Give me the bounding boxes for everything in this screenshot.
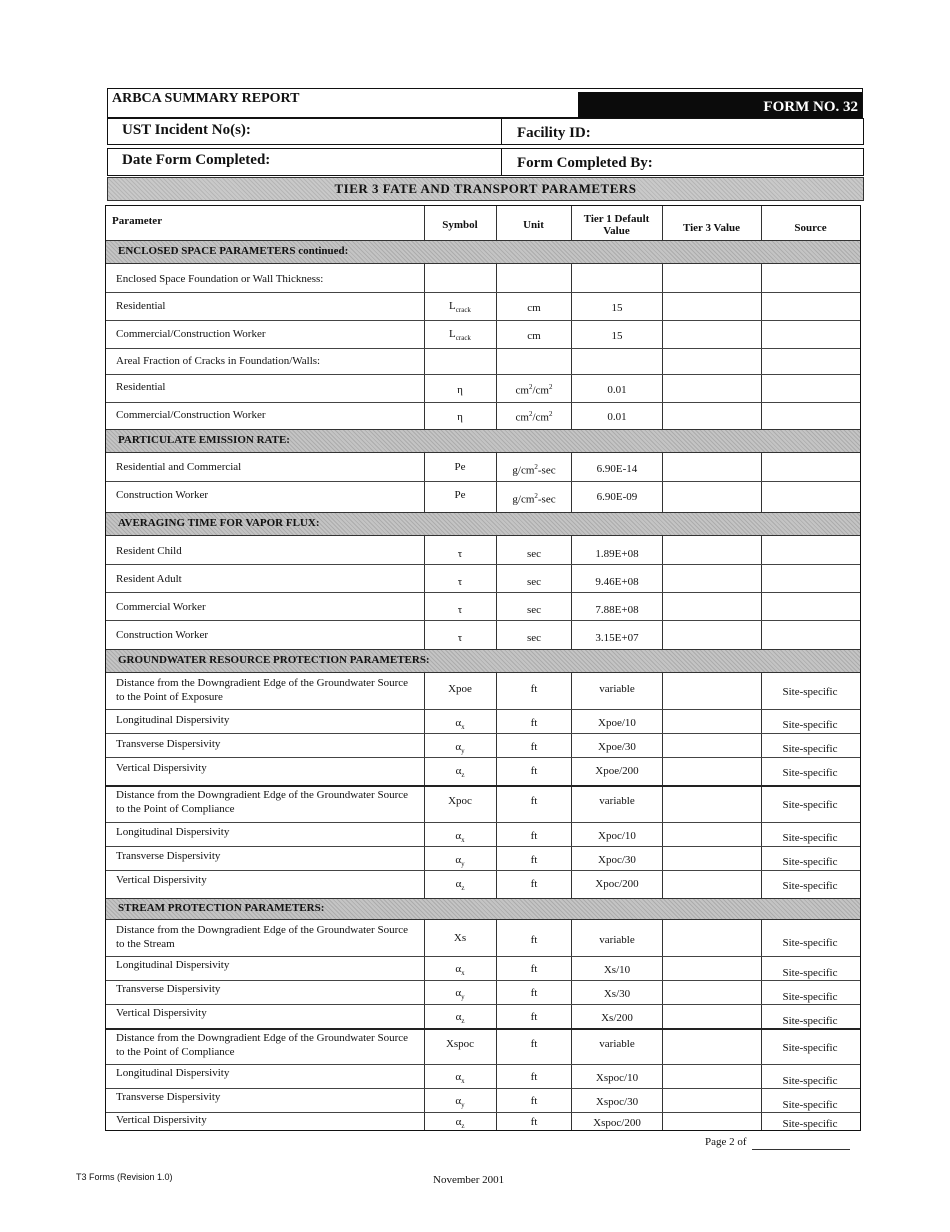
default-value-cell: variable: [599, 934, 635, 946]
table-row: [106, 786, 860, 822]
default-value-cell: 1.89E+08: [595, 548, 639, 560]
table-row: [106, 920, 860, 956]
default-value-cell: 9.46E+08: [595, 576, 639, 588]
table-row: [106, 564, 860, 592]
source-cell: Site-specific: [782, 1042, 838, 1054]
unit-cell: $cm^2/cm^2$: [515, 410, 553, 424]
form-revision: T3 Forms (Revision 1.0): [76, 1172, 173, 1182]
incident-facility-row: [107, 118, 864, 145]
param-label: Distance from the Downgradient Edge of the Groundwater Source to the Stream: [116, 924, 409, 950]
table-row: [106, 822, 860, 846]
param-label: Transverse Dispersivity: [116, 738, 221, 750]
table-row: [106, 1088, 860, 1112]
symbol-cell: Xs: [453, 932, 467, 944]
table-row: [106, 374, 860, 402]
report-header: [107, 88, 863, 118]
default-value-cell: Xs/200: [601, 1012, 633, 1024]
symbol-cell: τ: [457, 604, 463, 616]
table-row: [106, 1112, 860, 1132]
table-row: [106, 592, 860, 620]
unit-cell: ft: [530, 795, 538, 807]
unit-cell: ft: [530, 683, 538, 695]
table-row: [106, 1029, 860, 1064]
param-label: Vertical Dispersivity: [116, 874, 207, 886]
completed-by-label: Form Completed By:: [517, 155, 653, 171]
unit-cell: cm: [527, 330, 541, 342]
default-value-cell: Xs/10: [603, 964, 631, 976]
report-title: ARBCA SUMMARY REPORT: [112, 91, 300, 106]
param-label: Distance from the Downgradient Edge of the Groundwater Source to the Point of Exposure: [116, 677, 409, 703]
param-label: Residential: [116, 300, 166, 312]
default-value-cell: Xspoc/30: [595, 1096, 639, 1108]
param-label: Resident Child: [116, 545, 182, 557]
unit-cell: ft: [530, 963, 538, 975]
default-value-cell: 7.88E+08: [595, 604, 639, 616]
param-label: Longitudinal Dispersivity: [116, 959, 230, 971]
symbol-cell: $\alpha_x$: [455, 717, 465, 732]
symbol-cell: Xpoc: [448, 795, 472, 807]
symbol-cell: τ: [457, 548, 463, 560]
table-row: [106, 481, 860, 512]
col-symbol: Symbol: [442, 219, 478, 231]
parameters-table: [105, 205, 861, 1131]
unit-cell: ft: [530, 854, 538, 866]
param-label: Residential and Commercial: [116, 461, 242, 473]
symbol-cell: $\alpha_x$: [455, 830, 465, 845]
unit-cell: ft: [530, 830, 538, 842]
unit-cell: ft: [530, 878, 538, 890]
param-label: Vertical Dispersivity: [116, 1114, 207, 1126]
table-row: [106, 870, 860, 898]
unit-cell: $cm^2/cm^2$: [515, 383, 553, 397]
symbol-cell: Xspoc: [445, 1038, 475, 1050]
source-cell: Site-specific: [782, 937, 838, 949]
unit-cell: ft: [530, 1116, 538, 1128]
default-value-cell: Xpoe/200: [595, 765, 639, 777]
date-completed-label: Date Form Completed:: [122, 152, 271, 168]
band-particulate: PARTICULATE EMISSION RATE:: [106, 429, 860, 453]
unit-cell: ft: [530, 741, 538, 753]
table-row: [106, 292, 860, 320]
source-cell: Site-specific: [782, 743, 838, 755]
symbol-cell: Xpoe: [448, 683, 472, 695]
param-label: Transverse Dispersivity: [116, 850, 221, 862]
col-tier1-line2: Value: [603, 225, 630, 237]
unit-cell: ft: [530, 1038, 538, 1050]
symbol-cell: $\alpha_z$: [455, 1011, 465, 1026]
unit-cell: ft: [530, 765, 538, 777]
table-row: [106, 673, 860, 709]
unit-cell: ft: [530, 1071, 538, 1083]
symbol-cell: η: [457, 384, 463, 396]
default-value-cell: Xpoe/10: [598, 717, 636, 729]
col-unit: Unit: [523, 219, 544, 231]
table-row: [106, 846, 860, 870]
table-row: [106, 264, 860, 292]
page-total-line: [752, 1149, 850, 1150]
default-value-cell: Xpoc/10: [598, 830, 636, 842]
default-value-cell: Xpoc/200: [595, 878, 639, 890]
source-cell: Site-specific: [782, 1015, 838, 1027]
default-value-cell: variable: [599, 795, 635, 807]
param-label: Areal Fraction of Cracks in Foundation/Walls:: [116, 355, 321, 367]
param-label: Commercial Worker: [116, 601, 206, 613]
table-row: [106, 709, 860, 733]
param-label: Distance from the Downgradient Edge of the Groundwater Source to the Point of Compliance: [116, 789, 409, 815]
ust-incident-label: UST Incident No(s):: [122, 122, 251, 138]
source-cell: Site-specific: [782, 856, 838, 868]
source-cell: Site-specific: [782, 991, 838, 1003]
unit-cell: $g/cm^2-\sec$: [512, 492, 556, 506]
default-value-cell: Xs/30: [603, 988, 631, 1000]
unit-cell: sec: [526, 576, 542, 588]
col-parameter: Parameter: [112, 215, 163, 227]
default-value-cell: 6.90E-09: [596, 491, 638, 503]
symbol-cell: η: [457, 411, 463, 423]
date-completedby-row: [107, 148, 864, 176]
param-label: Transverse Dispersivity: [116, 983, 221, 995]
symbol-cell: Pe: [454, 489, 466, 501]
symbol-cell: $\alpha_y$: [455, 854, 465, 869]
param-label: Vertical Dispersivity: [116, 762, 207, 774]
symbol-cell: $L_{crack}$: [449, 300, 471, 315]
default-value-cell: 15: [611, 302, 623, 314]
col-tier1-line1: Tier 1 Default: [583, 213, 650, 225]
param-label: Enclosed Space Foundation or Wall Thickness:: [116, 273, 324, 285]
table-row: [106, 348, 860, 374]
unit-cell: ft: [530, 1011, 538, 1023]
table-row: [106, 1064, 860, 1088]
band-averaging: AVERAGING TIME FOR VAPOR FLUX:: [106, 512, 860, 536]
default-value-cell: variable: [599, 683, 635, 695]
page-number: Page 2 of: [705, 1136, 747, 1148]
table-row: [106, 1004, 860, 1028]
band-groundwater: GROUNDWATER RESOURCE PROTECTION PARAMETERS:: [106, 649, 860, 673]
unit-cell: sec: [526, 548, 542, 560]
unit-cell: ft: [530, 1095, 538, 1107]
source-cell: Site-specific: [782, 767, 838, 779]
param-label: Longitudinal Dispersivity: [116, 826, 230, 838]
param-label: Longitudinal Dispersivity: [116, 1067, 230, 1079]
source-cell: Site-specific: [782, 799, 838, 811]
symbol-cell: $\alpha_z$: [455, 765, 465, 780]
symbol-cell: $\alpha_x$: [455, 1071, 465, 1086]
facility-id-label: Facility ID:: [517, 125, 591, 141]
param-label: Longitudinal Dispersivity: [116, 714, 230, 726]
table-row: [106, 757, 860, 785]
unit-cell: ft: [530, 717, 538, 729]
table-row: [106, 733, 860, 757]
default-value-cell: Xspoc/200: [593, 1117, 641, 1129]
table-row: [106, 402, 860, 429]
form-date: November 2001: [433, 1174, 505, 1186]
default-value-cell: 15: [611, 330, 623, 342]
source-cell: Site-specific: [782, 686, 838, 698]
table-row: [106, 980, 860, 1004]
unit-cell: sec: [526, 604, 542, 616]
symbol-cell: $\alpha_x$: [455, 963, 465, 978]
symbol-cell: $\alpha_z$: [455, 878, 465, 893]
table-row: [106, 536, 860, 564]
default-value-cell: 3.15E+07: [595, 632, 639, 644]
default-value-cell: 6.90E-14: [596, 463, 638, 475]
band-stream: STREAM PROTECTION PARAMETERS:: [106, 898, 860, 920]
col-tier1: [571, 213, 662, 237]
default-value-cell: 0.01: [607, 384, 627, 396]
unit-cell: ft: [530, 987, 538, 999]
unit-cell: ft: [530, 934, 538, 946]
param-label: Vertical Dispersivity: [116, 1007, 207, 1019]
param-label: Commercial/Construction Worker: [116, 409, 266, 421]
unit-cell: cm: [527, 302, 541, 314]
source-cell: Site-specific: [782, 1099, 838, 1111]
col-source: Source: [794, 222, 827, 234]
table-row: [106, 956, 860, 980]
symbol-cell: $\alpha_y$: [455, 987, 465, 1002]
source-cell: Site-specific: [782, 832, 838, 844]
table-row: [106, 620, 860, 649]
symbol-cell: $\alpha_y$: [455, 741, 465, 756]
symbol-cell: τ: [457, 576, 463, 588]
unit-cell: $g/cm^2-\sec$: [512, 463, 556, 477]
source-cell: Site-specific: [782, 880, 838, 892]
form-number: FORM NO. 32: [578, 92, 862, 118]
default-value-cell: variable: [599, 1038, 635, 1050]
source-cell: Site-specific: [782, 719, 838, 731]
default-value-cell: 0.01: [607, 411, 627, 423]
col-tier3: Tier 3 Value: [682, 222, 741, 234]
default-value-cell: Xspoc/10: [595, 1072, 639, 1084]
param-label: Construction Worker: [116, 629, 209, 641]
param-label: Distance from the Downgradient Edge of the Groundwater Source to the Point of Compliance: [116, 1032, 409, 1058]
unit-cell: sec: [526, 632, 542, 644]
source-cell: Site-specific: [782, 1118, 838, 1130]
section-title: TIER 3 FATE AND TRANSPORT PARAMETERS: [107, 177, 864, 201]
source-cell: Site-specific: [782, 1075, 838, 1087]
symbol-cell: $\alpha_y$: [455, 1095, 465, 1110]
default-value-cell: Xpoe/30: [598, 741, 636, 753]
symbol-cell: $\alpha_z$: [455, 1116, 465, 1131]
symbol-cell: Pe: [454, 461, 466, 473]
symbol-cell: $L_{crack}$: [449, 328, 471, 343]
param-label: Resident Adult: [116, 573, 182, 585]
default-value-cell: Xpoc/30: [598, 854, 636, 866]
param-label: Construction Worker: [116, 489, 209, 501]
param-label: Transverse Dispersivity: [116, 1091, 221, 1103]
band-enclosed: ENCLOSED SPACE PARAMETERS continued:: [106, 240, 860, 264]
table-row: [106, 320, 860, 348]
param-label: Residential: [116, 381, 166, 393]
symbol-cell: τ: [457, 632, 463, 644]
table-row: [106, 453, 860, 481]
param-label: Commercial/Construction Worker: [116, 328, 266, 340]
source-cell: Site-specific: [782, 967, 838, 979]
